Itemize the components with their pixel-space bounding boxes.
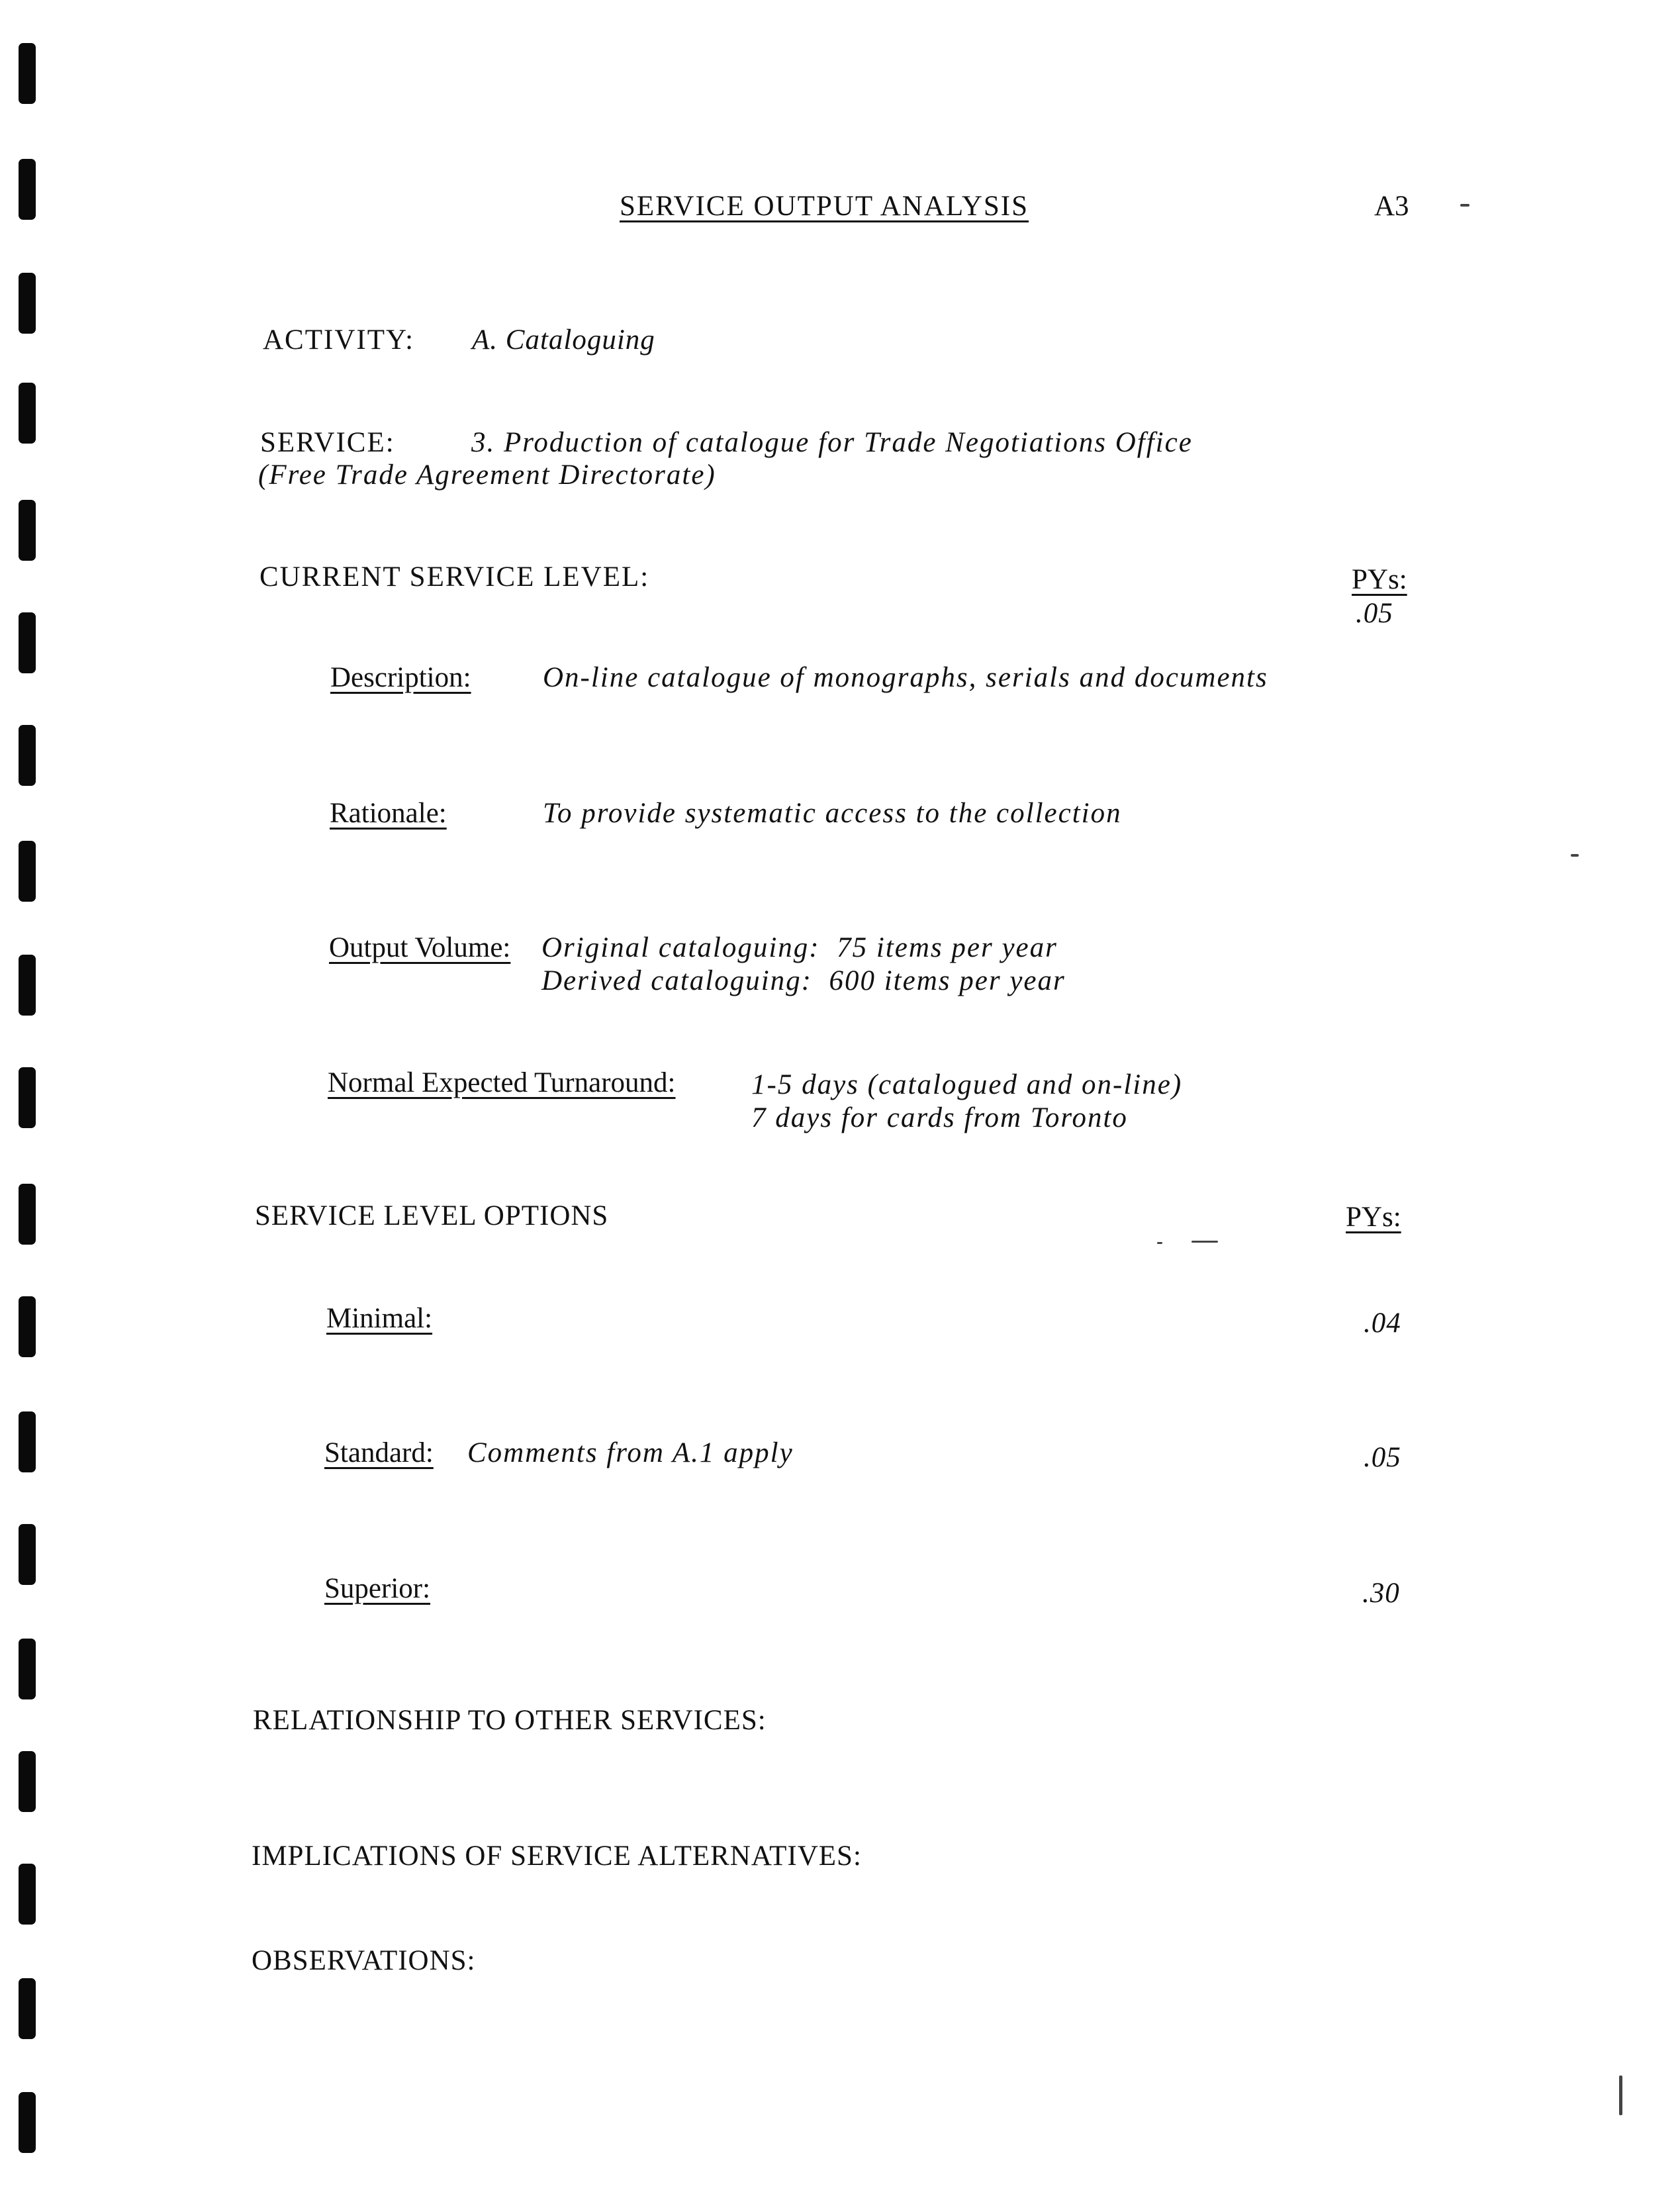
rationale-label: Rationale: [330,798,447,829]
binder-hole [19,612,36,673]
standard-pys: .05 [1364,1442,1401,1473]
minimal-pys: .04 [1364,1308,1401,1339]
binder-hole [19,383,36,444]
relationship-heading: RELATIONSHIP TO OTHER SERVICES: [253,1705,767,1736]
binder-hole [19,273,36,334]
output-volume-line1: Original cataloguing: 75 items per year [541,932,1058,963]
binder-hole [19,1524,36,1585]
current-pys-label: PYs: [1352,564,1407,595]
description-label: Description: [330,662,471,693]
output-volume-line2: Derived cataloguing: 600 items per year [541,965,1066,996]
scan-speck [1619,2076,1622,2115]
activity-value: A. Cataloguing [472,324,655,356]
binder-hole [19,159,36,220]
binder-hole [19,1067,36,1128]
scan-speck [1460,204,1470,207]
description-value: On-line catalogue of monographs, serials and documents [543,662,1268,693]
scan-speck [1571,854,1579,857]
binder-hole [19,43,36,104]
implications-heading: IMPLICATIONS OF SERVICE ALTERNATIVES: [252,1840,862,1872]
current-service-level-heading: CURRENT SERVICE LEVEL: [259,561,650,593]
service-value-line2: (Free Trade Agreement Directorate) [258,459,716,491]
observations-heading: OBSERVATIONS: [252,1945,476,1976]
rationale-value: To provide systematic access to the collection [543,798,1122,829]
standard-label: Standard: [324,1437,434,1468]
standard-text: Comments from A.1 apply [467,1437,794,1468]
binder-hole [19,1411,36,1472]
binder-hole [19,1864,36,1925]
output-volume-label: Output Volume: [329,932,511,963]
turnaround-line1: 1-5 days (catalogued and on-line) [751,1069,1183,1100]
scan-speck [1191,1241,1218,1243]
scan-speck [1157,1242,1162,1244]
binder-hole [19,1184,36,1245]
binder-hole [19,1751,36,1812]
document-title: SERVICE OUTPUT ANALYSIS [620,191,1029,222]
current-pys-value: .05 [1356,598,1393,629]
superior-label: Superior: [324,1573,431,1604]
service-level-options-heading: SERVICE LEVEL OPTIONS [255,1200,609,1231]
service-label: SERVICE: [260,427,395,458]
service-value-line1: 3. Production of catalogue for Trade Negotiations Office [471,427,1193,458]
binder-hole [19,955,36,1016]
minimal-label: Minimal: [326,1303,433,1334]
binder-hole [19,841,36,902]
turnaround-line2: 7 days for cards from Toronto [751,1102,1128,1133]
superior-pys: .30 [1362,1578,1400,1609]
page-code: A3 [1374,191,1409,222]
binder-hole [19,1978,36,2039]
binder-hole [19,2092,36,2153]
activity-label: ACTIVITY: [263,324,415,356]
binder-hole [19,725,36,786]
binder-hole [19,1639,36,1699]
turnaround-label: Normal Expected Turnaround: [328,1067,676,1098]
binder-hole [19,500,36,561]
options-pys-label: PYs: [1346,1202,1401,1233]
binder-hole [19,1296,36,1357]
